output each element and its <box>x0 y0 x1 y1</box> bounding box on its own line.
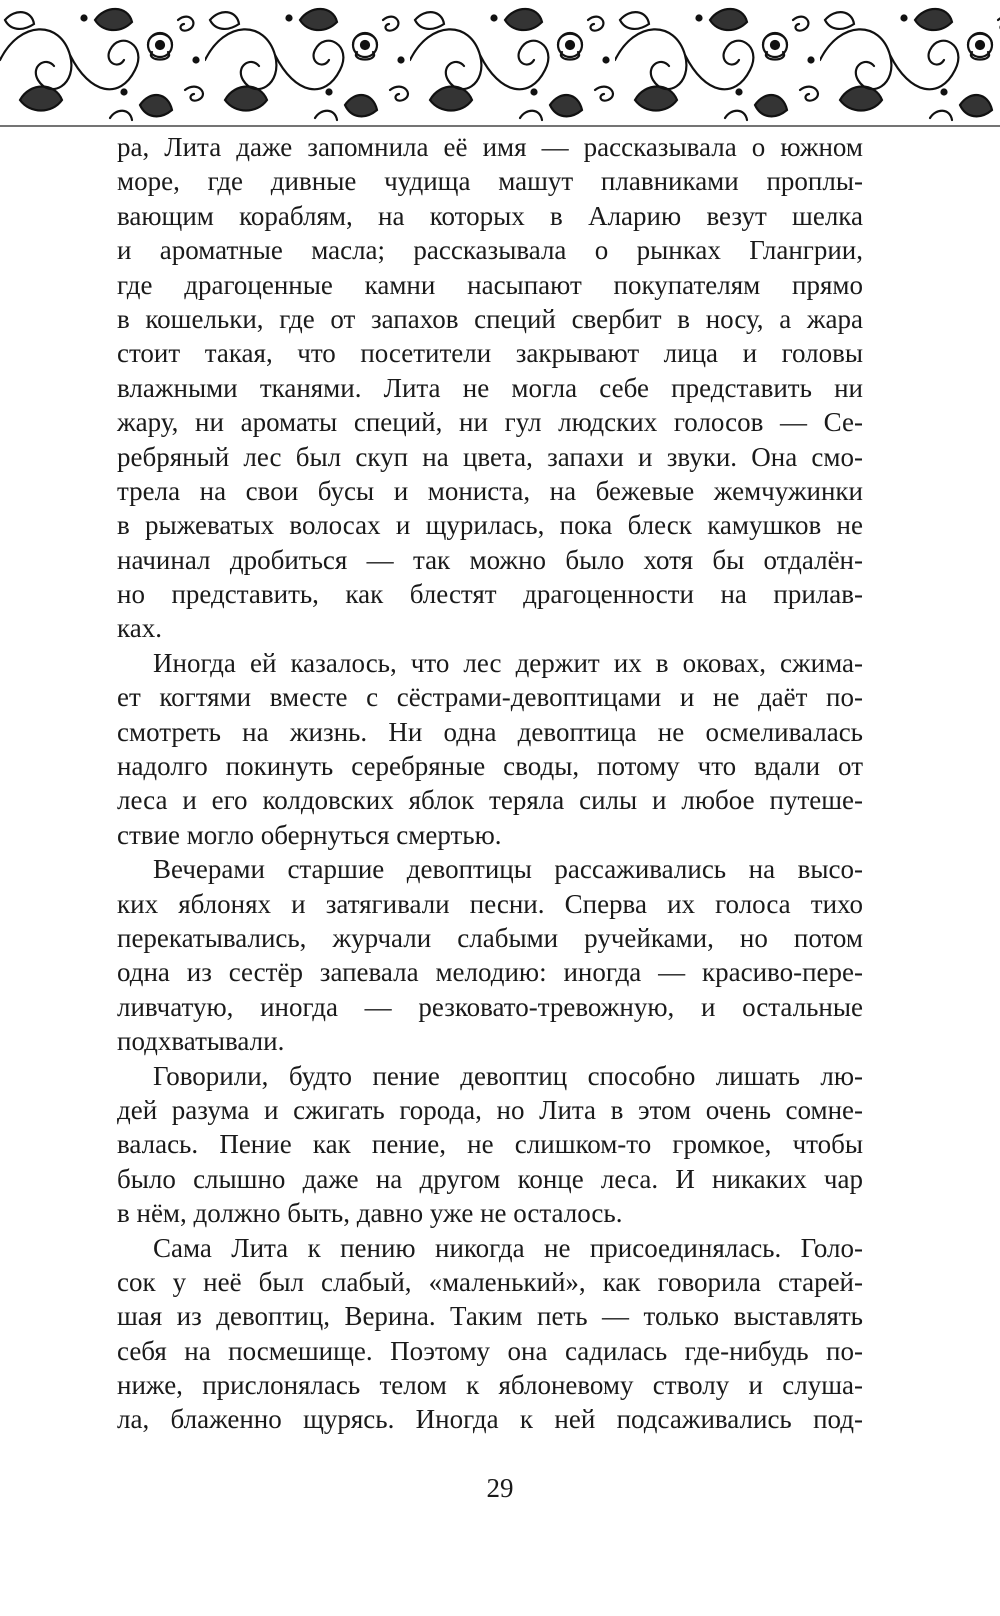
text-line: море, где дивные чудища машут плавниками проплы- <box>117 166 863 197</box>
text-line: ках. <box>117 613 162 644</box>
text-line: в нём, должно быть, давно уже не осталось. <box>117 1198 623 1229</box>
text-line: трела на свои бусы и мониста, на бежевые жемчужинки <box>117 475 863 506</box>
paragraph <box>117 646 863 852</box>
text-line: смотреть на жизнь. Ни одна девоптица не осмеливалась <box>117 716 863 747</box>
text-line: ливчатую, иногда — резковато-тревожную, и остальные <box>117 991 863 1022</box>
page-number: 29 <box>486 1473 514 1503</box>
text-line: дей разума и сжигать города, но Лита в этом очень сомне- <box>117 1094 863 1125</box>
text-line: Говорили, будто пение девоптиц способно лишать лю- <box>153 1060 863 1091</box>
text-line: в рыжеватых волосах и щурилась, пока блеск камушков не <box>117 510 863 541</box>
text-line: шая из девоптиц, Верина. Таким петь — только выставлять <box>117 1301 863 1332</box>
floral-ornament-icon <box>0 0 1000 130</box>
text-line: себя на посмешище. Поэтому она садилась где-нибудь по- <box>117 1335 863 1366</box>
text-line: начинал дробиться — так можно было хотя бы отдалён- <box>117 544 863 575</box>
text-line: Иногда ей казалось, что лес держит их в оковах, сжима- <box>153 647 863 678</box>
text-line: ребряный лес был скуп на цвета, запахи и звуки. Она смо- <box>117 441 863 472</box>
paragraph <box>117 1059 863 1231</box>
text-line: влажными тканями. Лита не могла себе представить ни <box>117 372 863 403</box>
text-line: ра, Лита даже запомнила её имя — рассказывала о южном <box>117 132 863 162</box>
text-line: вающим кораблям, на которых в Аларию везут шелка <box>117 200 863 231</box>
text-line: подхватывали. <box>117 1026 285 1057</box>
text-line: где драгоценные камни насыпают покупателям прямо <box>117 269 863 300</box>
text-line: надолго покинуть серебряные своды, потому что вдали от <box>117 751 863 782</box>
text-line: жару, ни ароматы специй, ни гул людских голосов — Се- <box>117 407 863 438</box>
text-line: одна из сестёр запевала мелодию: иногда — красиво-пере- <box>117 957 863 988</box>
text-line: ниже, прислонялась телом к яблоневому стволу и слуша- <box>117 1370 863 1401</box>
text-line: Вечерами старшие девоптицы рассаживались на высо- <box>153 854 863 885</box>
text-line: ла, блаженно щурясь. Иногда к ней подсаживались под- <box>117 1404 863 1435</box>
text-line: леса и его колдовских яблок теряла силы и любое путеше- <box>117 785 863 816</box>
text-line: в кошельки, где от запахов специй свербит в носу, а жара <box>117 303 863 334</box>
paragraph <box>117 1231 863 1437</box>
text-line: было слышно даже на другом конце леса. И никаких чар <box>117 1163 863 1194</box>
paragraph <box>117 852 863 1058</box>
text-line: перекатывались, журчали слабыми ручейками, но потом <box>117 922 863 953</box>
body-text <box>117 130 863 1437</box>
text-line: Сама Лита к пению никогда не присоединялась. Голо- <box>153 1232 863 1263</box>
paragraph <box>117 130 863 646</box>
text-line: ких яблонях и затягивали песни. Сперва их голоса тихо <box>117 888 863 919</box>
text-line: валась. Пение как пение, не слишком-то громкое, чтобы <box>117 1129 863 1160</box>
text-line: но представить, как блестят драгоценности на прилав- <box>117 579 863 610</box>
text-line: и ароматные масла; рассказывала о рынках Глангрии, <box>117 235 863 266</box>
text-line: стоит такая, что посетители закрывают лица и головы <box>117 338 863 369</box>
text-line: сок у неё был слабый, «маленький», как говорила старей- <box>117 1266 863 1297</box>
text-line: ствие могло обернуться смертью. <box>117 819 502 850</box>
text-line: ет когтями вместе с сёстрами-девоптицами и не даёт по- <box>117 682 863 713</box>
